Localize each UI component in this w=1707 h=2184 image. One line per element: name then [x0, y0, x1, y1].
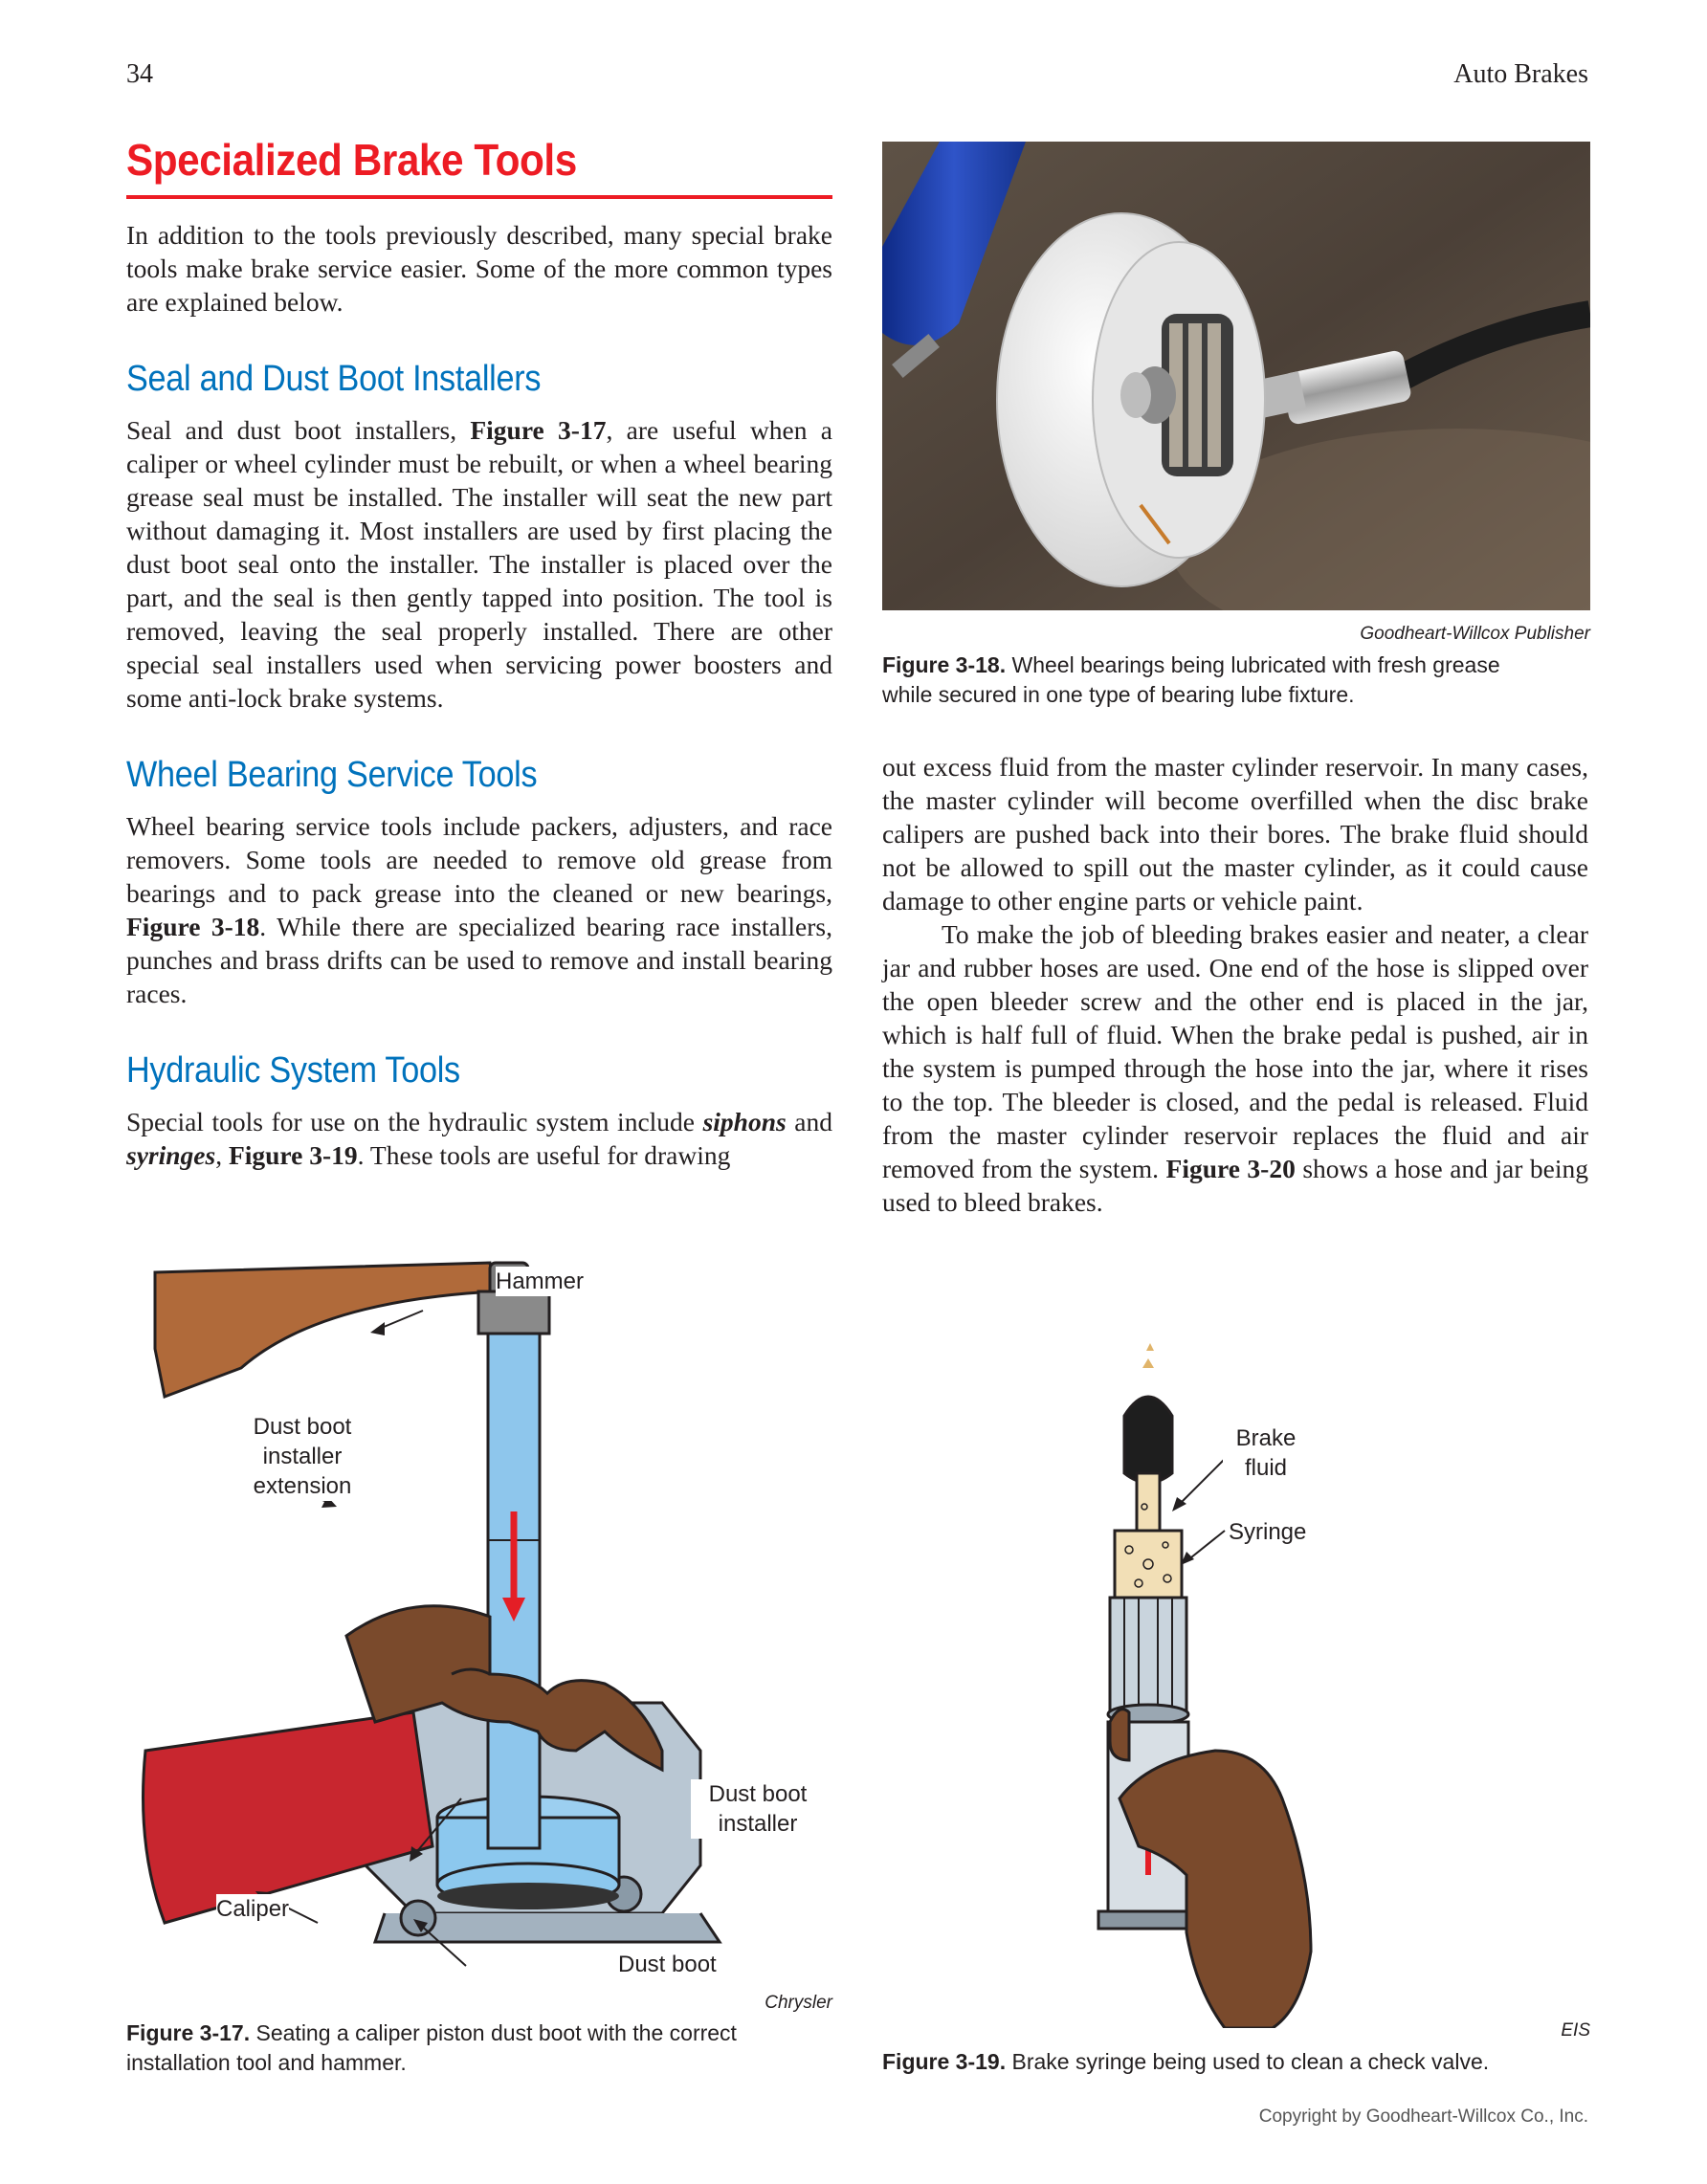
- page-number: 34: [126, 59, 153, 89]
- running-head: Auto Brakes: [1453, 59, 1588, 89]
- label-brake-fluid: Brake fluid: [1223, 1423, 1309, 1483]
- right-column-text: [882, 750, 1588, 1219]
- copyright-footer: Copyright by Goodheart-Willcox Co., Inc.: [1258, 2107, 1588, 2127]
- label-dust-boot-installer: Dust boot installer: [691, 1779, 825, 1839]
- term-syringes: syringes: [126, 1140, 216, 1170]
- label-caliper: Caliper: [216, 1896, 290, 1922]
- term-siphons: siphons: [702, 1107, 787, 1136]
- figure-3-17-credit: Chrysler: [765, 1993, 832, 2013]
- figure-ref: Figure 3-20: [1165, 1154, 1296, 1183]
- title-rule: [126, 195, 832, 199]
- section-heading-hydraulic: Hydraulic System Tools: [126, 1050, 460, 1091]
- figure-ref: Figure 3-19: [228, 1140, 358, 1170]
- figure-3-18-caption: Figure 3-18. Wheel bearings being lubricated with fresh grease while secured in one type of bearing lube fixture.: [882, 652, 1500, 707]
- hydraulic-paragraph: Special tools for use on the hydraulic system include siphons and syringes, Figure 3-19. These tools are useful for drawing: [126, 1107, 832, 1170]
- figure-3-18-photo: [882, 142, 1590, 610]
- right-paragraph-2: To make the job of bleeding brakes easier and neater, a clear jar and rubber hoses are used. One end of the hose is slipped over the open bleeder screw and the other end is placed in the jar, which is half full of fluid. When the brake pedal is pushed, air in the system is pumped through the hose into the jar, where it rises to the top. The bleeder is closed, and the pedal is released. Fluid from the master cylinder reservoir replaces the fluid and air removed from the system. Figure 3-20 shows a hose and jar being used to bleed brakes.: [882, 919, 1589, 1217]
- page-title: Specialized Brake Tools: [126, 135, 577, 185]
- seal-paragraph: Seal and dust boot installers, Figure 3-17, are useful when a caliper or wheel cylinder must be rebuilt, or when a wheel bearing grease seal must be installed. The installer will seat the new part without damaging it. Most installers are used by first placing the dust boot seal onto the installer. The installer is placed over the part, and the seal is then gently tapped into position. The tool is removed, leaving the seal properly installed. There are other special seal installers used when servicing power boosters and some anti-lock brake systems.: [126, 415, 832, 713]
- figure-ref: Figure 3-17: [470, 415, 607, 445]
- left-column: [126, 134, 832, 1172]
- label-dust-boot: Dust boot: [618, 1952, 717, 1977]
- label-dust-boot-installer-extension: Dust boot installer extension: [226, 1412, 379, 1501]
- section-heading-seal: Seal and Dust Boot Installers: [126, 359, 542, 399]
- wheel-paragraph: Wheel bearing service tools include packers, adjusters, and race removers. Some tools are needed to remove old grease from bearings and to pack grease into the cleaned or new bearings, Figure 3-18. While there are specialized bearing race installers, punches and brass drifts can be used to remove and install bearing races.: [126, 811, 832, 1008]
- intro-paragraph: In addition to the tools previously described, many special brake tools make brake service easier. Some of the more common types are explained below.: [126, 220, 832, 317]
- figure-ref: Figure 3-18: [126, 912, 260, 941]
- figure-3-19-credit: EIS: [1561, 2020, 1590, 2041]
- section-heading-wheel: Wheel Bearing Service Tools: [126, 755, 538, 795]
- figure-3-19-caption: Figure 3-19. Brake syringe being used to clean a check valve.: [882, 2049, 1490, 2074]
- label-hammer: Hammer: [496, 1268, 585, 1294]
- label-syringe: Syringe: [1229, 1519, 1307, 1545]
- right-paragraph-1: out excess fluid from the master cylinder reservoir. In many cases, the master cylinder will become overfilled when the disc brake calipers are pushed back into their bores. The brake fluid should not be allowed to spill out the master cylinder, as it could cause damage to other engine parts or vehicle paint.: [882, 752, 1588, 916]
- figure-3-17-illustration: [126, 1253, 834, 1985]
- figure-3-17-caption: Figure 3-17. Seating a caliper piston dust boot with the correct installation tool and hammer.: [126, 2020, 737, 2075]
- figure-3-18-credit: Goodheart-Willcox Publisher: [1360, 624, 1590, 644]
